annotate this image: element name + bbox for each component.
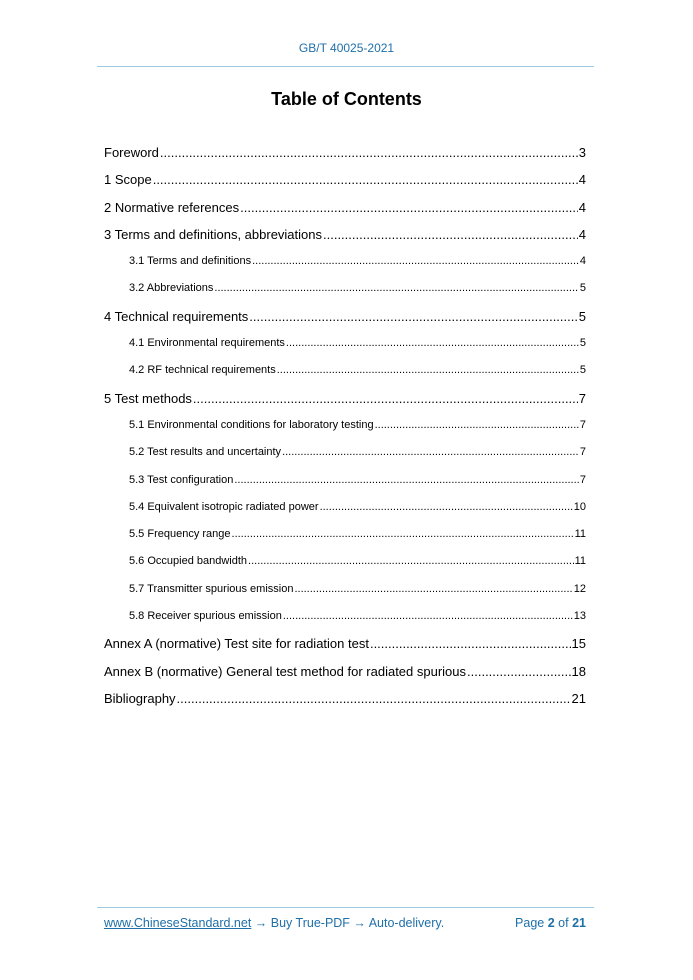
page-footer [104,916,586,930]
toc-leader-dots [282,439,579,466]
toc-leader-dots [294,576,572,603]
page-label: Page [515,916,545,930]
toc-entry[interactable] [104,248,586,275]
toc-entry[interactable] [104,330,586,357]
toc-entry-page: 3 [578,145,586,160]
document-id-header: GB/T 40025-2021 [298,41,395,55]
toc-leader-dots [240,194,578,221]
toc-entry-page: 15 [571,636,586,652]
toc-entry-page: 11 [574,528,586,541]
toc-entry-page: 5 [578,308,586,324]
toc-entry-title: 4 Technical requirements [104,308,249,324]
toc-entry-page: 7 [579,418,586,431]
toc-entry-page: 7 [579,446,586,459]
toc-entry[interactable] [104,139,586,166]
toc-entry-page: 7 [579,473,586,486]
table-of-contents [104,139,586,712]
footer-divider [97,907,594,908]
toc-entry-page: 21 [571,690,586,706]
footer-promo [104,916,444,930]
toc-entry-title: 1 Scope [104,172,152,188]
toc-entry-title: 5.7 Transmitter spurious emission [129,582,294,595]
toc-entry-title: 5.2 Test results and uncertainty [129,446,282,459]
toc-leader-dots [153,166,578,193]
page-indicator [515,916,586,930]
toc-leader-dots [234,467,579,494]
toc-leader-dots [248,548,574,575]
toc-entry[interactable] [104,467,586,494]
toc-entry[interactable] [104,385,586,412]
toc-entry-title: 3 Terms and definitions, abbreviations [104,226,322,242]
toc-leader-dots [283,603,573,630]
toc-entry-title: 5.8 Receiver spurious emission [129,610,282,623]
toc-leader-dots [467,658,571,685]
toc-entry-page: 5 [579,337,586,350]
toc-entry-title: 5.6 Occupied bandwidth [129,555,248,568]
toc-entry-title: 5 Test methods [104,390,192,406]
toc-entry-page: 4 [578,226,586,242]
toc-leader-dots [193,385,578,412]
toc-entry-page: 4 [579,255,586,268]
toc-entry[interactable] [104,357,586,384]
toc-entry[interactable] [104,412,586,439]
toc-entry-title: 3.1 Terms and definitions [129,255,252,268]
page-of: of [558,916,569,930]
toc-entry-title: Annex A (normative) Test site for radiation test [104,636,369,652]
toc-entry-title: 5.3 Test configuration [129,473,234,486]
toc-leader-dots [252,248,579,275]
toc-entry[interactable] [104,630,586,657]
toc-entry[interactable] [104,576,586,603]
toc-entry-title: 4.2 RF technical requirements [129,364,276,377]
toc-entry[interactable] [104,603,586,630]
toc-entry-title: 2 Normative references [104,199,240,215]
toc-entry[interactable] [104,275,586,302]
toc-entry-page: 4 [578,199,586,215]
footer-tagline: → Buy True-PDF → Auto-delivery. [251,916,445,930]
toc-entry-title: Foreword [104,145,159,160]
toc-leader-dots [370,630,571,657]
page-total: 21 [572,916,586,930]
toc-entry-page: 18 [571,663,586,679]
toc-entry[interactable] [104,658,586,685]
toc-entry[interactable] [104,194,586,221]
toc-entry-title: 3.2 Abbreviations [129,282,214,295]
toc-leader-dots [320,494,573,521]
toc-leader-dots [286,330,579,357]
toc-entry-page: 10 [573,500,586,513]
toc-entry[interactable] [104,221,586,248]
toc-entry-page: 13 [573,610,586,623]
toc-entry[interactable] [104,303,586,330]
toc-entry-page: 5 [579,364,586,377]
toc-entry-title: Annex B (normative) General test method for radiated spurious [104,663,467,679]
toc-leader-dots [214,275,578,302]
header-divider [97,66,594,67]
toc-leader-dots [323,221,578,248]
toc-entry[interactable] [104,494,586,521]
toc-entry-page: 5 [579,282,586,295]
toc-entry-page: 7 [578,390,586,406]
toc-leader-dots [160,139,578,166]
page-title: Table of Contents [271,89,422,109]
toc-leader-dots [277,357,579,384]
page-current: 2 [547,916,555,930]
toc-entry-title: 5.4 Equivalent isotropic radiated power [129,500,319,513]
toc-leader-dots [375,412,579,439]
toc-leader-dots [177,685,571,712]
toc-entry[interactable] [104,439,586,466]
toc-leader-dots [232,521,574,548]
toc-entry-page: 12 [573,582,586,595]
toc-entry[interactable] [104,521,586,548]
toc-entry[interactable] [104,685,586,712]
toc-entry-page: 11 [574,555,586,568]
toc-entry-page: 4 [578,172,586,188]
toc-entry-title: 4.1 Environmental requirements [129,337,285,350]
website-link[interactable]: www.ChineseStandard.net [104,916,252,930]
toc-entry[interactable] [104,166,586,193]
toc-entry-title: 5.1 Environmental conditions for laboratory testing [129,418,374,431]
toc-entry-title: Bibliography [104,690,176,706]
toc-leader-dots [249,303,577,330]
toc-entry-title: 5.5 Frequency range [129,528,231,541]
toc-entry[interactable] [104,548,586,575]
